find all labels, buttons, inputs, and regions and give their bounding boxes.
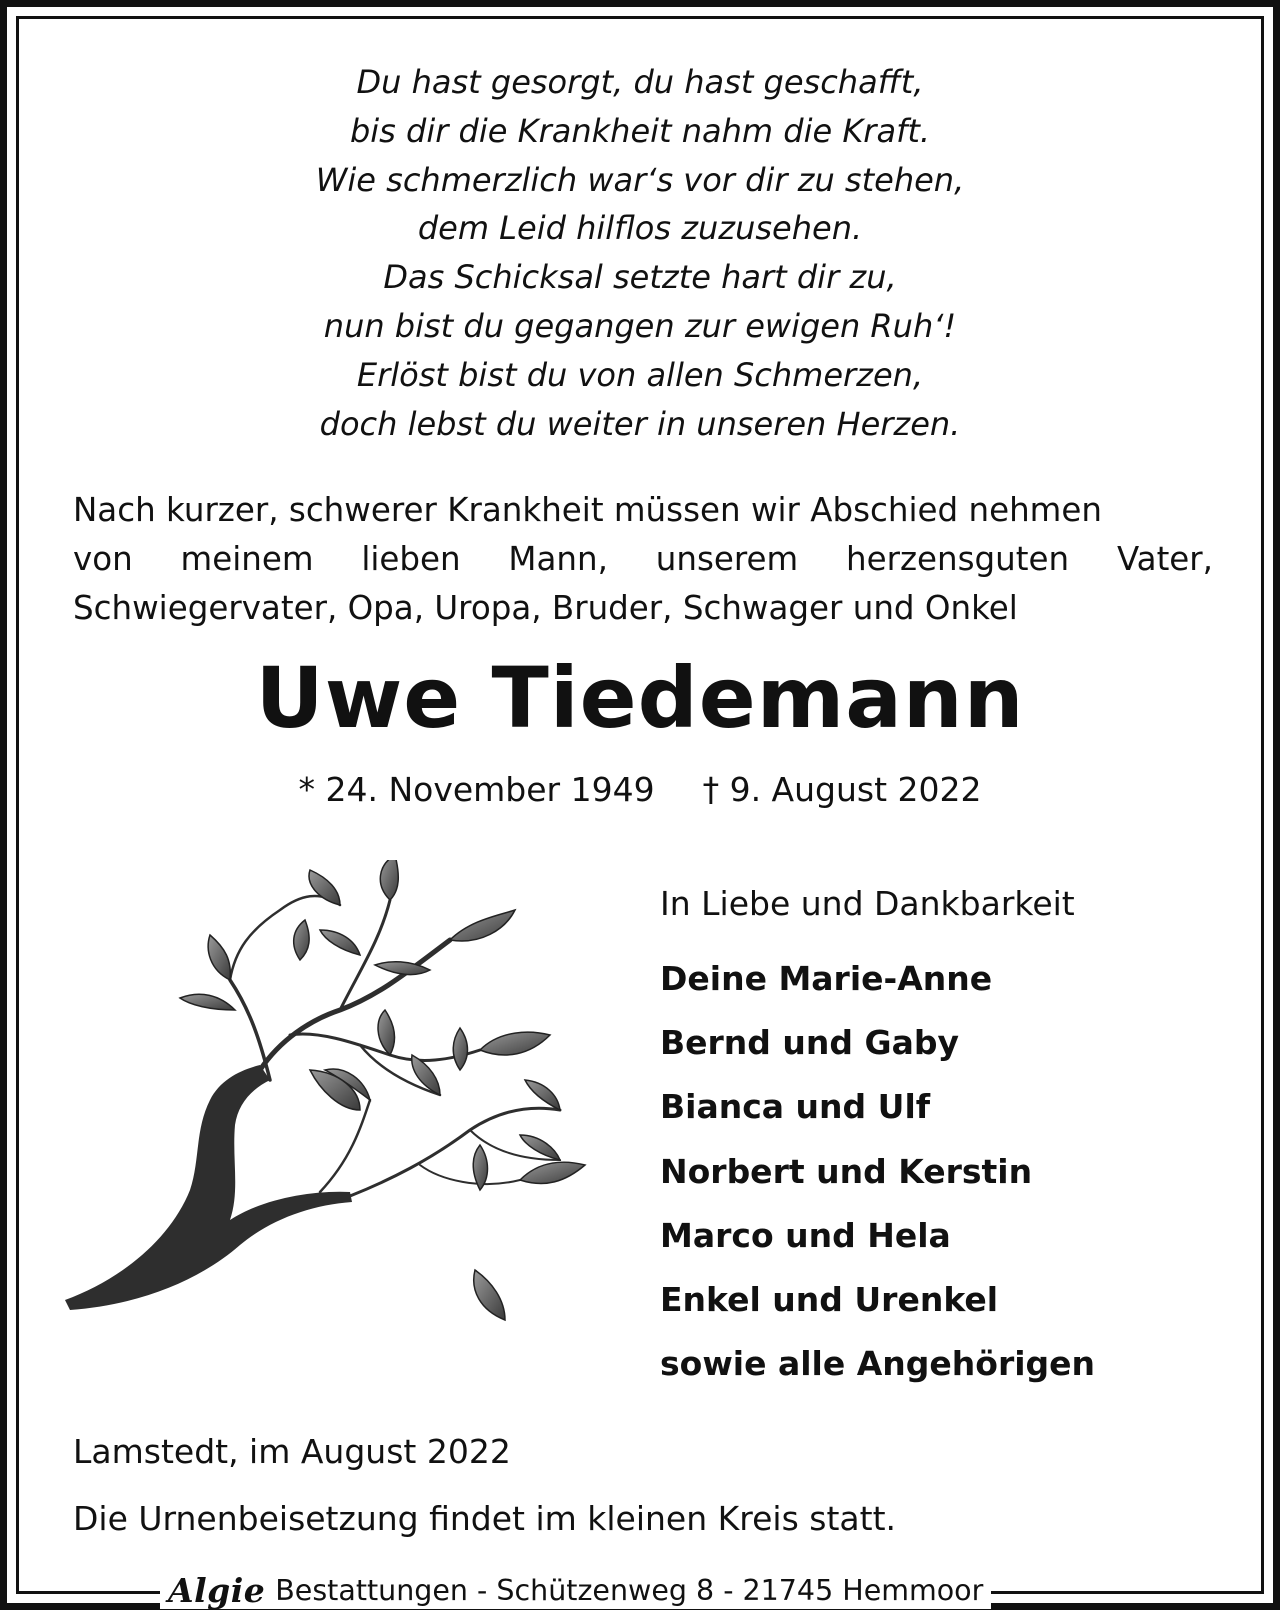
poem [0,58,1280,448]
mourner-name: Bianca und Ulf [660,1087,931,1127]
mourner-name: Marco und Hela [660,1215,951,1255]
tree-branch-with-leaves-illustration [60,860,620,1360]
life-dates [0,768,1280,812]
funeral-home-footer [160,1571,991,1609]
intro-line: von meinem lieben Mann, unserem herzensguten Vater, [73,540,1213,578]
mourners-lead: In Liebe und Dankbarkeit [660,884,1075,923]
poem-line: doch lebst du weiter in unseren Herzen. [319,404,961,443]
poem-line: dem Leid hilflos zuzusehen. [417,209,863,248]
place-date: Lamstedt, im August 2022 [73,1432,511,1471]
poem-line: Erlöst bist du von allen Schmerzen, [356,355,924,394]
deceased-name: Uwe Tiedemann [255,649,1025,747]
mourners-block [660,882,1240,1396]
mourner-name: Enkel und Urenkel [660,1280,999,1320]
death-date: † 9. August 2022 [702,770,982,809]
mourners-list [660,947,1240,1396]
intro-line: Nach kurzer, schwerer Krankheit müssen wir Abschied nehmen [73,491,1102,529]
funeral-home-address: Bestattungen - Schützenweg 8 - 21745 Hemmoor [275,1573,984,1607]
mourner-name: Bernd und Gaby [660,1023,959,1063]
funeral-home-logo: Algie [168,1570,266,1610]
mourner-name: Norbert und Kerstin [660,1151,1033,1191]
poem-line: Du hast gesorgt, du hast geschafft, [356,63,924,101]
burial-note: Die Urnenbeisetzung findet im kleinen Kreis statt. [73,1499,897,1538]
birth-date: * 24. November 1949 [298,770,655,809]
mourner-name: sowie alle Angehörigen [660,1344,1096,1384]
poem-line: bis dir die Krankheit nahm die Kraft. [349,111,931,150]
intro-line: Schwiegervater, Opa, Uropa, Bruder, Schwager und Onkel [73,589,1018,627]
poem-line: Wie schmerzlich war‘s vor dir zu stehen, [315,160,965,199]
intro-text [73,486,1213,633]
mourner-name: Deine Marie-Anne [660,959,993,998]
poem-line: Das Schicksal setzte hart dir zu, [383,258,897,297]
poem-line: nun bist du gegangen zur ewigen Ruh‘! [323,306,957,345]
